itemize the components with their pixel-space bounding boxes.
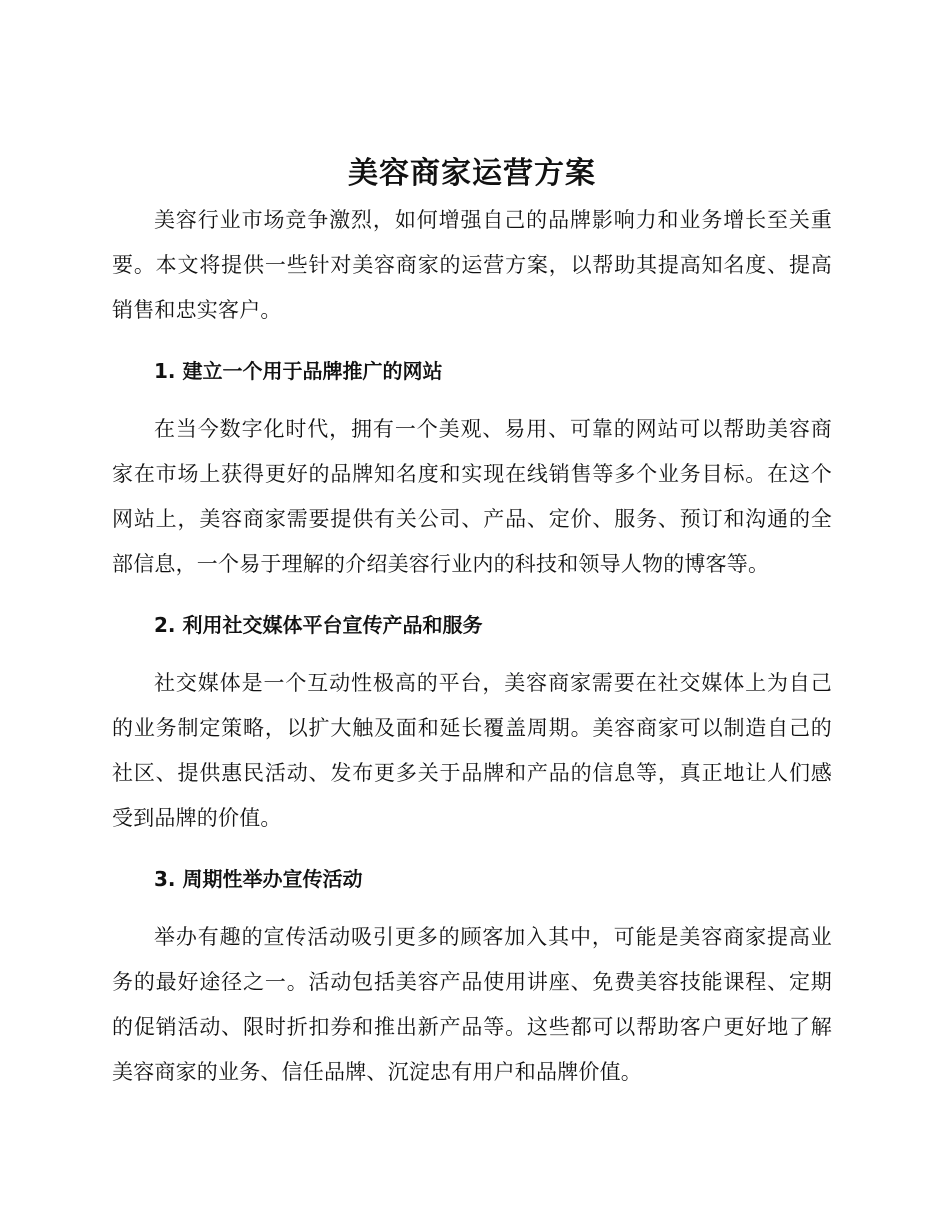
section-heading-2: 2. 利用社交媒体平台宣传产品和服务 [154,613,483,637]
document-content [112,150,832,1095]
section-body-1: 在当今数字化时代，拥有一个美观、易用、可靠的网站可以帮助美容商家在市场上获得更好的品牌知名度和实现在线销售等多个业务目标。在这个网站上，美容商家需要提供有关公司、产品、定价、服务、预订和沟通的全部信息，一个易于理解的介绍美容行业内的科技和领导人物的博客等。 [112,417,832,576]
intro-paragraph: 美容行业市场竞争激烈，如何增强自己的品牌影响力和业务增长至关重要。本文将提供一些针对美容商家的运营方案，以帮助其提高知名度、提高销售和忠实客户。 [112,208,832,322]
document-title: 美容商家运营方案 [348,156,596,191]
section-heading-1: 1. 建立一个用于品牌推广的网站 [154,359,443,383]
section-body-2: 社交媒体是一个互动性极高的平台，美容商家需要在社交媒体上为自己的业务制定策略，以扩大触及面和延长覆盖周期。美容商家可以制造自己的社区、提供惠民活动、发布更多关于品牌和产品的信息等，真正地让人们感受到品牌的价值。 [112,671,832,830]
section-heading-3: 3. 周期性举办宣传活动 [154,867,363,891]
section-body-3: 举办有趣的宣传活动吸引更多的顾客加入其中，可能是美容商家提高业务的最好途径之一。活动包括美容产品使用讲座、免费美容技能课程、定期的促销活动、限时折扣券和推出新产品等。这些都可以帮助客户更好地了解美容商家的业务、信任品牌、沉淀忠有用户和品牌价值。 [112,925,832,1084]
